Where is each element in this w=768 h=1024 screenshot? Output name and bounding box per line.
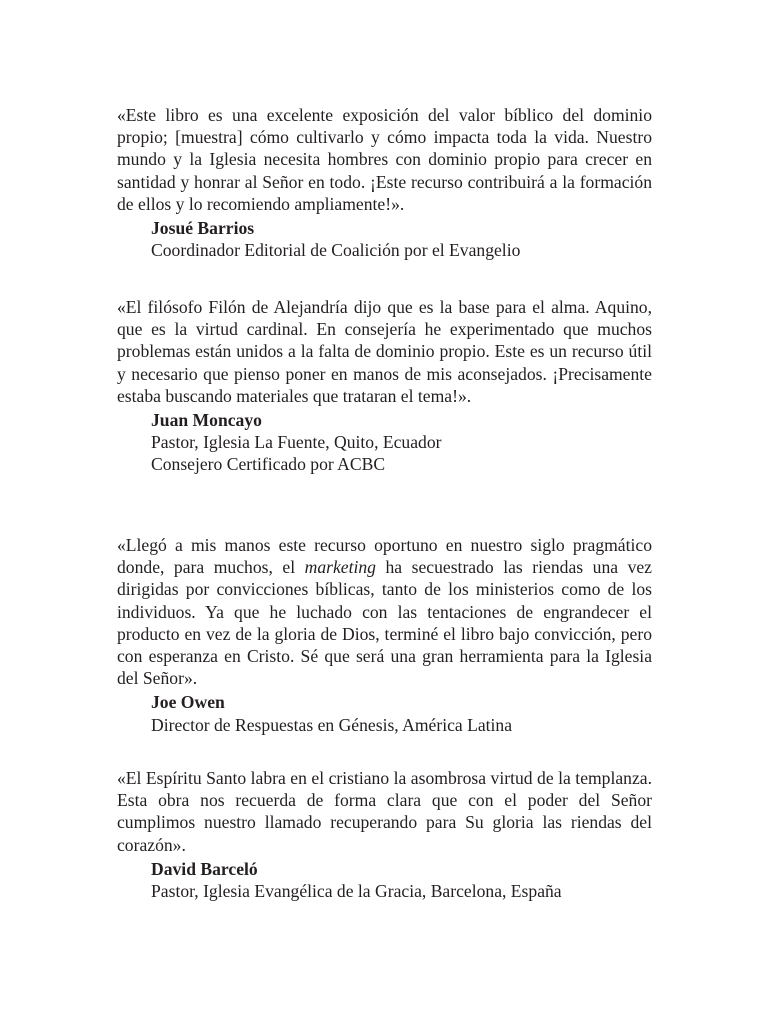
endorsement-author bbox=[117, 858, 652, 902]
author-role: Pastor, Iglesia Evangélica de la Gracia, Barcelona, España bbox=[151, 881, 562, 902]
endorsement-author bbox=[117, 217, 652, 261]
author-role: Consejero Certificado por ACBC bbox=[151, 454, 386, 475]
endorsement-quote: «Este libro es una excelente exposición del valor bíblico del dominio propio; [muestra] cómo cultivarlo y cómo impacta toda la vida. Nuestro mundo y la Iglesia necesita hombres con dominio propio para crecer en santidad y honrar al Señor en todo. ¡Este recurso contribuirá a la formación de ellos y lo recomiendo ampliamente!». bbox=[117, 105, 652, 214]
author-role: Pastor, Iglesia La Fuente, Quito, Ecuador bbox=[151, 432, 442, 453]
author-name: David Barceló bbox=[151, 858, 258, 879]
quote-text-end: ha secuestrado las riendas una vez dirigidas por convicciones bíblicas, tanto de los ministerios como de los individuos. Ya que he luchado con las tentaciones de engrandecer el producto en vez de la gloria de Dios, terminé el libro bajo convicción, pero con esperanza en Cristo. Sé que será una gran herramienta para la Iglesia del Señor». bbox=[117, 557, 652, 689]
quote-emphasis: marketing bbox=[304, 557, 376, 578]
author-name: Joe Owen bbox=[151, 692, 225, 713]
endorsement-author bbox=[117, 691, 652, 735]
author-role: Coordinador Editorial de Coalición por el Evangelio bbox=[151, 240, 521, 261]
endorsement-quote: «El filósofo Filón de Alejandría dijo que es la base para el alma. Aquino, que es la virtud cardinal. En consejería he experimentado que muchos problemas están unidos a la falta de dominio propio. Este es un recurso útil y necesario que pienso poner en manos de mis aconsejados. ¡Precisamente estaba buscando materiales que trataran el tema!». bbox=[117, 297, 652, 406]
endorsement-david-barcelo bbox=[117, 767, 652, 902]
endorsement-juan-moncayo bbox=[117, 296, 652, 476]
endorsement-josue-barrios bbox=[117, 104, 652, 261]
endorsement-quote bbox=[117, 534, 652, 689]
author-role: Director de Respuestas en Génesis, América Latina bbox=[151, 714, 513, 735]
endorsement-joe-owen bbox=[117, 534, 652, 736]
author-name: Josué Barrios bbox=[151, 218, 255, 239]
author-name: Juan Moncayo bbox=[151, 410, 262, 431]
endorsement-author bbox=[117, 409, 652, 476]
endorsement-quote: «El Espíritu Santo labra en el cristiano la asombrosa virtud de la templanza. Esta obra nos recuerda de forma clara que con el poder del Señor cumplimos nuestro llamado recuperando para Su gloria las riendas del corazón». bbox=[117, 768, 652, 855]
quote-text-start: «Llegó a mis manos este recurso oportuno en nuestro siglo pragmático donde, para muchos, el bbox=[117, 535, 652, 578]
